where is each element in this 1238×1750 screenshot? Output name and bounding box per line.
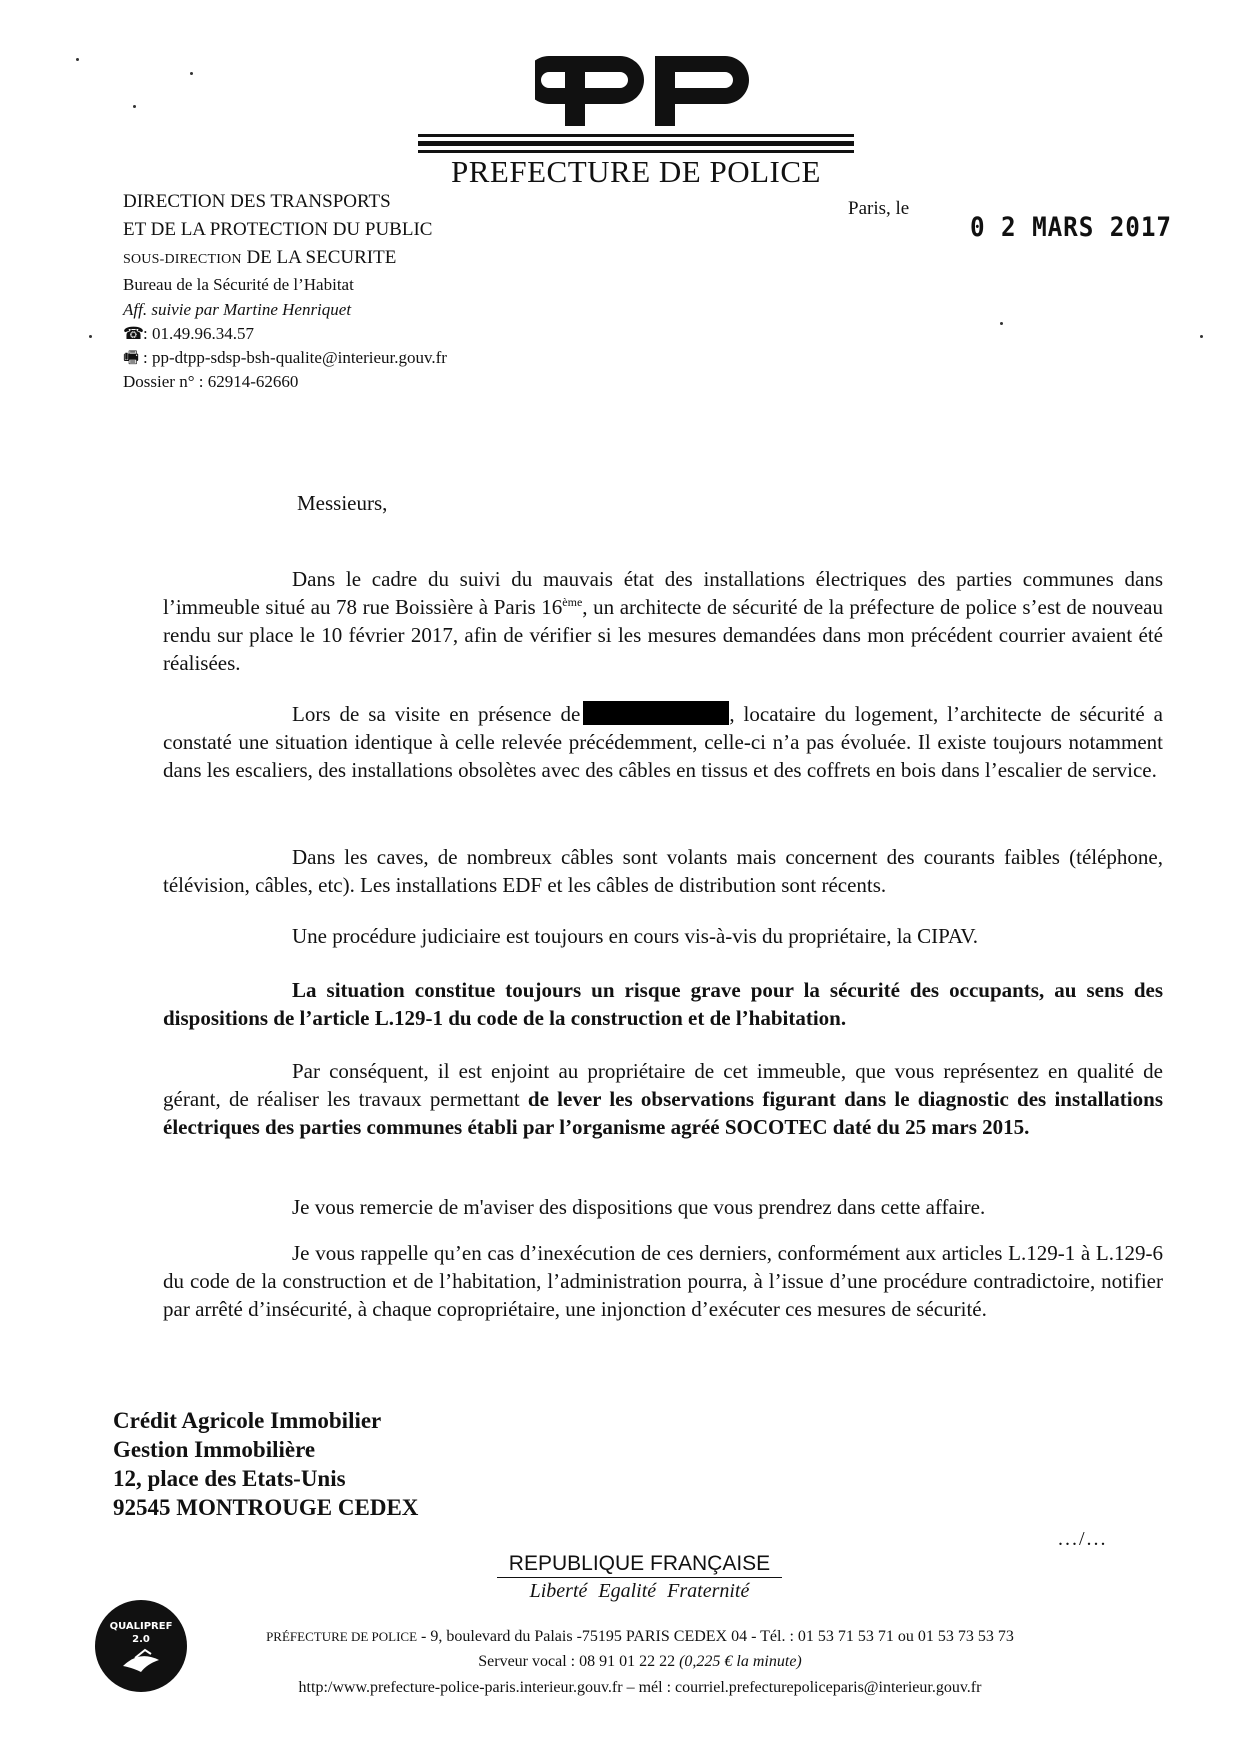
direction-line-2: ET DE LA PROTECTION DU PUBLIC (123, 219, 433, 240)
paragraph-6-bold: de lever les observations figurant dans le diagnostic des installations électriques des parties communes établi par l’organisme agréé SOCOTEC daté du 25 mars 2015. (163, 1087, 1163, 1139)
paragraph-3 (163, 843, 1163, 899)
paragraph-4 (163, 922, 1163, 950)
scan-speck (133, 105, 136, 108)
phone-line (123, 322, 254, 346)
paragraph-2-text-end: , locataire du logement, l’architecte de sécurité a constaté une situation identique à celle relevée précédemment, celle-ci n’a pas évoluée. Il existe toujours notamment dans les escaliers, des installations obsolètes avec des câbles en tissus et des coffrets en bois dans l’escalier de service. (163, 702, 1163, 782)
org-name: PREFECTURE DE POLICE (451, 154, 821, 189)
footer-line-1 (200, 1626, 1080, 1648)
scan-speck (76, 58, 79, 61)
redaction-block (583, 701, 729, 725)
followed-by: Aff. suivie par Martine Henriquet (123, 300, 352, 319)
prefecture-logo (535, 48, 750, 126)
scan-speck (1200, 335, 1203, 338)
footer-org: PRÉFECTURE DE POLICE (266, 1629, 418, 1644)
paragraph-5 (163, 976, 1163, 1032)
footer-line-2 (200, 1651, 1080, 1673)
subdirection-prefix: SOUS-DIRECTION (123, 252, 242, 267)
paragraph-2 (163, 700, 1163, 784)
telephone-icon: ☎ (123, 324, 145, 344)
paragraph-8-text: Je vous rappelle qu’en cas d’inexécution de ces derniers, conformément aux articles L.129-1 à L.129-6 du code de la construction et de l’habitation, l’administration pourra, à l’issue d’une procédure contradictoire, notifier par arrêté d’insécurité, à chaque copropriétaire, une injonction d’exécuter ces mesures de sécurité. (163, 1241, 1163, 1321)
seal-line-2: 2.0 (132, 1634, 150, 1645)
salutation: Messieurs, (297, 491, 388, 515)
seal-line-1: QUALIPREF (109, 1621, 173, 1632)
paragraph-6-text: Par conséquent, il est enjoint au propriétaire de cet immeuble, que vous représentez en qualité de gérant, de réaliser les travaux permettant (163, 1059, 1163, 1111)
paragraph-7 (163, 1193, 1163, 1221)
logo-rule (418, 150, 854, 153)
fax-icon: 🖷 (123, 348, 140, 368)
bureau: Bureau de la Sécurité de l’Habitat (123, 275, 354, 294)
continuation-mark: .../... (1058, 1528, 1108, 1550)
recipient-line-1: Crédit Agricole Immobilier (113, 1408, 382, 1433)
paragraph-2-text: Lors de sa visite en présence de (292, 702, 581, 726)
footer-voice-server: Serveur vocal : 08 91 01 22 22 (478, 1653, 680, 1670)
subdirection-rest: DE LA SECURITE (246, 247, 397, 268)
seal-emblem-icon (95, 1600, 187, 1692)
superscript: ème (562, 595, 583, 609)
qualipref-seal (95, 1600, 187, 1692)
paragraph-8 (163, 1239, 1163, 1323)
direction-line-1: DIRECTION DES TRANSPORTS (123, 191, 391, 212)
paragraph-5-text: La situation constitue toujours un risque grave pour la sécurité des occupants, au sens des dispositions de l’article L.129-1 du code de la construction et de l’habitation. (163, 978, 1163, 1030)
recipient-line-3: 12, place des Etats-Unis (113, 1466, 346, 1491)
scan-speck (1000, 322, 1003, 325)
footer-line-3: http:/www.prefecture-police-paris.interieur.gouv.fr – mél : courriel.prefecturepoliceparis@interieur.gouv.fr (298, 1679, 982, 1696)
date-label: Paris, le (848, 198, 910, 219)
subdirection (123, 246, 396, 272)
footer-voice-price: (0,225 € la minute) (679, 1653, 802, 1670)
paragraph-6 (163, 1057, 1163, 1141)
republic-motto: Liberté Egalité Fraternité (529, 1580, 750, 1602)
scan-speck (89, 335, 92, 338)
footer-address: - 9, boulevard du Palais -75195 PARIS CEDEX 04 - Tél. : 01 53 71 53 71 ou 01 53 73 53 73 (417, 1628, 1014, 1645)
phone-number: : 01.49.96.34.57 (143, 324, 254, 343)
recipient-line-4: 92545 MONTROUGE CEDEX (113, 1495, 419, 1520)
email-address: : pp-dtpp-sdsp-bsh-qualite@interieur.gouv.fr (143, 348, 447, 367)
paragraph-4-text: Une procédure judiciaire est toujours en cours vis-à-vis du propriétaire, la CIPAV. (292, 924, 979, 948)
email-line (123, 346, 447, 370)
logo-rule (418, 141, 854, 146)
paragraph-1-text: Dans le cadre du suivi du mauvais état des installations électriques des parties communes dans l’immeuble situé au 78 rue Boissière à Paris 16 (163, 567, 1163, 619)
paragraph-1-text-end: , un architecte de sécurité de la préfecture de police s’est de nouveau rendu sur place le 10 février 2017, afin de vérifier si les mesures demandées dans mon précédent courrier avaient été réalisées. (163, 595, 1163, 675)
paragraph-3-text: Dans les caves, de nombreux câbles sont volants mais concernent des courants faibles (téléphone, télévision, câbles, etc). Les installations EDF et les câbles de distribution sont récents. (163, 845, 1163, 897)
date-stamp: 0 2 MARS 2017 (970, 212, 1172, 243)
recipient-line-2: Gestion Immobilière (113, 1437, 316, 1462)
logo-rule (418, 134, 854, 137)
paragraph-1 (163, 565, 1163, 677)
scan-speck (190, 72, 193, 75)
paragraph-7-text: Je vous remercie de m'aviser des dispositions que vous prendrez dans cette affaire. (292, 1195, 986, 1219)
recipient-address (113, 1406, 418, 1522)
dossier-number: Dossier n° : 62914-62660 (123, 372, 299, 391)
republic-name: REPUBLIQUE FRANÇAISE (497, 1551, 782, 1578)
